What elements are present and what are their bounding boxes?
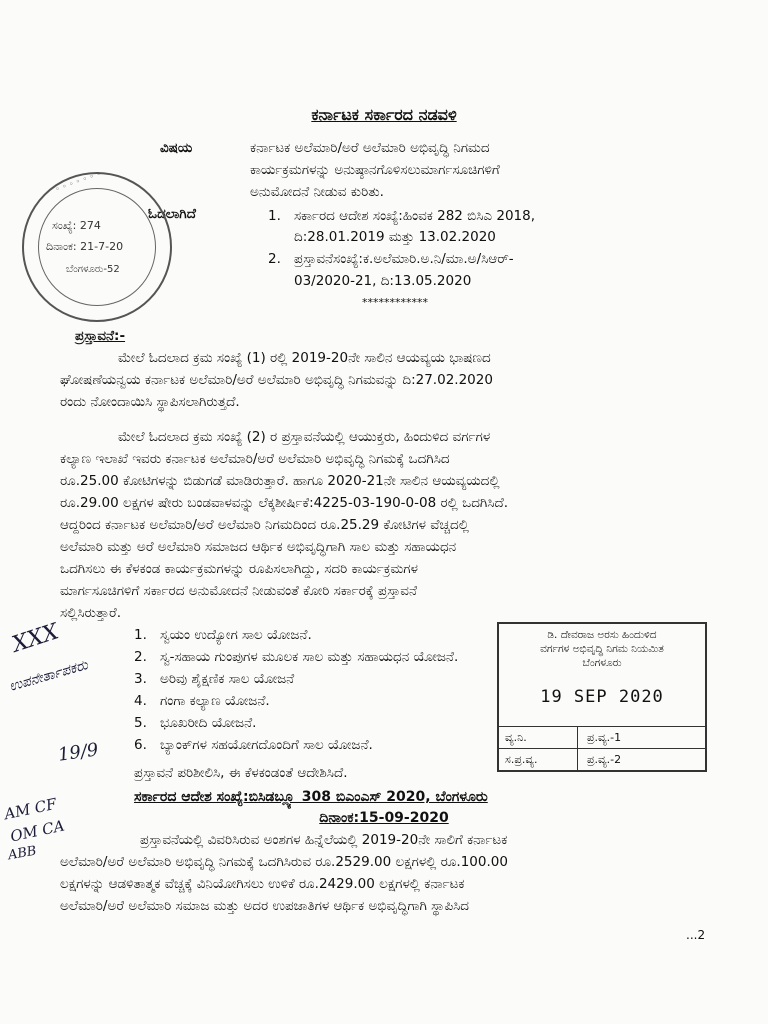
reference-text: 03/2020-21, ದಿ:13.05.2020 xyxy=(294,273,472,289)
seal-date: ದಿನಾಂಕ: 21-7-20 xyxy=(46,240,124,253)
seal-city: ಬೆಂಗಳೂರು-52 xyxy=(66,264,120,275)
paragraph-line: ಮೇಲೆ ಓದಲಾದ ಕ್ರಮ ಸಂಖ್ಯೆ (1) ರಲ್ಲಿ 2019-20ನೇ ಸಾಲಿನ ಆಯವ್ಯಯ ಭಾಷಣದ xyxy=(118,350,491,366)
stamp-city: ಬೆಂಗಳೂರು xyxy=(582,657,622,669)
stamp-cell: ಸ.ಪ್ರ.ವ್ಯ. xyxy=(505,753,538,766)
scheme-number: 1. xyxy=(134,627,147,643)
stamp-cell: ಪ್ರ.ವ್ಯ.-2 xyxy=(587,753,622,766)
reference-label: ಓದಲಾಗಿದೆ xyxy=(148,206,196,222)
stamp-date: 19 SEP 2020 xyxy=(540,687,664,707)
scheme-number: 5. xyxy=(134,715,147,731)
order-line: ಅಲೆಮಾರಿ/ಅರೆ ಅಲೆಮಾರಿ ಸಮಾಜ ಮತ್ತು ಅದರ ಉಪಜಾತಿಗಳ ಆರ್ಥಿಕ ಅಭಿವೃದ್ಧಿಗಾಗಿ ಸ್ಥಾಪಿಸಿದ xyxy=(60,898,469,914)
page-title: ಕರ್ನಾಟಕ ಸರ್ಕಾರದ ನಡವಳಿ xyxy=(311,105,457,124)
paragraph-line: ಮಾರ್ಗಸೂಚಿಗಳಿಗೆ ಸರ್ಕಾರದ ಅನುಮೋದನೆ ನೀಡುವಂತೆ ಕೋರಿ ಸರ್ಕಾರಕ್ಕೆ ಪ್ರಸ್ತಾವನೆ xyxy=(60,583,417,599)
stamp-cell: ವ್ಯ.ನಿ. xyxy=(505,731,527,744)
order-heading: ಸರ್ಕಾರದ ಆದೇಶ ಸಂಖ್ಯೆ:ಬಿಸಿಡಬ್ಲ್ಯೂ 308 ಬಿಎಂಎಸ್ 2020, ಬೆಂಗಳೂರು xyxy=(134,789,488,805)
handwritten-note: ABB xyxy=(6,843,38,864)
stamp-org-line: ವರ್ಗಗಳ ಅಭಿವೃದ್ಧಿ ನಿಗಮ ನಿಯಮಿತ xyxy=(540,643,664,655)
paragraph-line: ಕಲ್ಯಾಣ ಇಲಾಖೆ ಇವರು ಕರ್ನಾಟಕ ಅಲೆಮಾರಿ/ಅರೆ ಅಲೆಮಾರಿ ಅಭಿವೃದ್ಧಿ ನಿಗಮಕ್ಕೆ ಒದಗಿಸಿದ xyxy=(60,451,450,467)
handwritten-date: 19/9 xyxy=(56,739,100,766)
scheme-number: 2. xyxy=(134,649,147,665)
reference-number: 1. xyxy=(268,208,281,224)
handwritten-note: OM CA xyxy=(8,816,67,846)
stamp-org-line: ಡಿ. ದೇವರಾಜ ಅರಸು ಹಿಂದುಳಿದ xyxy=(547,629,657,641)
paragraph-line: ರೂ.25.00 ಕೋಟಿಗಳನ್ನು ಬಿಡುಗಡೆ ಮಾಡಿರುತ್ತಾರೆ. ಹಾಗೂ 2020-21ನೇ ಸಾಲಿನ ಆಯವ್ಯಯದಲ್ಲಿ xyxy=(60,473,500,489)
scheme-item: ಗಂಗಾ ಕಲ್ಯಾಣ ಯೋಜನೆ. xyxy=(160,693,270,709)
receipt-stamp xyxy=(497,622,707,772)
handwritten-signature: ಉಪನೇರ್ತಾಪಕರು xyxy=(7,657,90,695)
separator-stars: ************ xyxy=(362,296,428,309)
reference-number: 2. xyxy=(268,251,281,267)
subject-line: ಅನುಮೋದನೆ ನೀಡುವ ಕುರಿತು. xyxy=(250,184,384,200)
scheme-item: ಸ್ವ-ಸಹಾಯ ಗುಂಪುಗಳ ಮೂಲಕ ಸಾಲ ಮತ್ತು ಸಹಾಯಧನ ಯೋಜನೆ. xyxy=(160,649,459,665)
office-seal: ◦ ◦ ◦ ◦ ◦ ◦ ◦ ಸಂಖ್ಯೆ: 274 ದಿನಾಂಕ: 21-7-20 ಬೆಂಗಳೂರು-52 xyxy=(22,172,172,322)
scheme-item: ಸ್ವಯಂ ಉದ್ಯೋಗ ಸಾಲ ಯೋಜನೆ. xyxy=(160,627,312,643)
handwritten-note: AM CF xyxy=(2,794,59,824)
reference-text: ಪ್ರಸ್ತಾವನೆಸಂಖ್ಯೆ:ಕ.ಅಲೆಮಾರಿ.ಅ.ನಿ/ಮಾ.ಅ/ಸಿಆರ್- xyxy=(294,251,514,267)
subject-line: ಕಾರ್ಯಕ್ರಮಗಳನ್ನು ಅನುಷ್ಠಾನಗೊಳಿಸಲುಮಾರ್ಗಸೂಚಿಗಳಿಗೆ xyxy=(250,162,500,178)
scheme-number: 3. xyxy=(134,671,147,687)
paragraph-line: ಸಲ್ಲಿಸಿರುತ್ತಾರೆ. xyxy=(60,605,122,621)
order-line: ಲಕ್ಷಗಳನ್ನು ಆಡಳಿತಾತ್ಮಕ ವೆಚ್ಚಕ್ಕೆ ವಿನಿಯೋಗಿಸಲು ಉಳಿಕೆ ರೂ.2429.00 ಲಕ್ಷಗಳಲ್ಲಿ ಕರ್ನಾಟಕ xyxy=(60,876,465,892)
order-line: ಅಲೆಮಾರಿ/ಅರೆ ಅಲೆಮಾರಿ ಅಭಿವೃದ್ಧಿ ನಿಗಮಕ್ಕೆ ಒದಗಿಸಿರುವ ರೂ.2529.00 ಲಕ್ಷಗಳಲ್ಲಿ ರೂ.100.00 xyxy=(60,854,508,870)
paragraph-line: ಅಲೆಮಾರಿ ಮತ್ತು ಅರೆ ಅಲೆಮಾರಿ ಸಮಾಜದ ಆರ್ಥಿಕ ಅಭಿವೃದ್ಧಿಗಾಗಿ ಸಾಲ ಮತ್ತು ಸಹಾಯಧನ xyxy=(60,539,457,555)
reference-text: ಸರ್ಕಾರದ ಆದೇಶ ಸಂಖ್ಯೆ:ಹಿಂವಕ 282 ಬಿಸಿಎ 2018, xyxy=(294,208,536,224)
preamble-heading: ಪ್ರಸ್ತಾವನೆ:- xyxy=(75,328,126,344)
paragraph-line: ರೂ.29.00 ಲಕ್ಷಗಳ ಷೇರು ಬಂಡವಾಳವನ್ನು ಲೆಕ್ಕಶೀರ್ಷಿಕೆ:4225-03-190-0-08 ರಲ್ಲಿ ಒದಗಿಸಿದೆ. xyxy=(60,495,509,511)
paragraph-line: ಘೋಷಣೆಯನ್ವಯ ಕರ್ನಾಟಕ ಅಲೆಮಾರಿ/ಅರೆ ಅಲೆಮಾರಿ ಅಭಿವೃದ್ಧಿ ನಿಗಮವನ್ನು ದಿ:27.02.2020 xyxy=(60,372,493,388)
paragraph-line: ಆದ್ದರಿಂದ ಕರ್ನಾಟಕ ಅಲೆಮಾರಿ/ಅರೆ ಅಲೆಮಾರಿ ನಿಗಮದಿಂದ ರೂ.25.29 ಕೋಟಿಗಳ ವೆಚ್ಚದಲ್ಲಿ xyxy=(60,517,469,533)
paragraph-line: ಮೇಲೆ ಓದಲಾದ ಕ್ರಮ ಸಂಖ್ಯೆ (2) ರ ಪ್ರಸ್ತಾವನೆಯಲ್ಲಿ ಆಯುಕ್ತರು, ಹಿಂದುಳಿದ ವರ್ಗಗಳ xyxy=(118,429,491,445)
stamp-cell: ಪ್ರ.ವ್ಯ.-1 xyxy=(587,731,622,744)
seal-ref-no: ಸಂಖ್ಯೆ: 274 xyxy=(52,219,101,232)
page-continuation: ...2 xyxy=(686,928,706,942)
scheme-item: ಅರಿವು ಶೈಕ್ಷಣಿಕ ಸಾಲ ಯೋಜನೆ xyxy=(160,671,295,687)
order-line: ಪ್ರಸ್ತಾವನೆಯಲ್ಲಿ ವಿವರಿಸಿರುವ ಅಂಶಗಳ ಹಿನ್ನೆಲೆಯಲ್ಲಿ 2019-20ನೇ ಸಾಲಿಗೆ ಕರ್ನಾಟಕ xyxy=(140,832,508,848)
subject-line: ಕರ್ನಾಟಕ ಅಲೆಮಾರಿ/ಅರೆ ಅಲೆಮಾರಿ ಅಭಿವೃದ್ಧಿ ನಿಗಮದ xyxy=(250,140,490,156)
subject-label: ವಿಷಯ xyxy=(160,140,193,156)
handwritten-note: XXX xyxy=(9,619,62,658)
scheme-item: ಬ್ಯಾಂಕ್‌ಗಳ ಸಹಯೋಗದೊಂದಿಗೆ ಸಾಲ ಯೋಜನೆ. xyxy=(160,737,373,753)
paragraph-line: ರಂದು ನೋಂದಾಯಿಸಿ ಸ್ಥಾಪಿಸಲಾಗಿರುತ್ತದೆ. xyxy=(60,394,240,410)
closing-line: ಪ್ರಸ್ತಾವನೆ ಪರಿಶೀಲಿಸಿ, ಈ ಕೆಳಕಂಡಂತೆ ಆದೇಶಿಸಿದೆ. xyxy=(134,765,348,781)
reference-text: ದಿ:28.01.2019 ಮತ್ತು 13.02.2020 xyxy=(294,229,496,245)
paragraph-line: ಒದಗಿಸಲು ಈ ಕೆಳಕಂಡ ಕಾರ್ಯಕ್ರಮಗಳನ್ನು ರೂಪಿಸಲಾಗಿದ್ದು, ಸದರಿ ಕಾರ್ಯಕ್ರಮಗಳ xyxy=(60,561,418,577)
scheme-item: ಭೂಖರೀದಿ ಯೋಜನೆ. xyxy=(160,715,257,731)
order-date: ದಿನಾಂಕ:15-09-2020 xyxy=(319,810,449,826)
scheme-number: 4. xyxy=(134,693,147,709)
scheme-number: 6. xyxy=(134,737,147,753)
